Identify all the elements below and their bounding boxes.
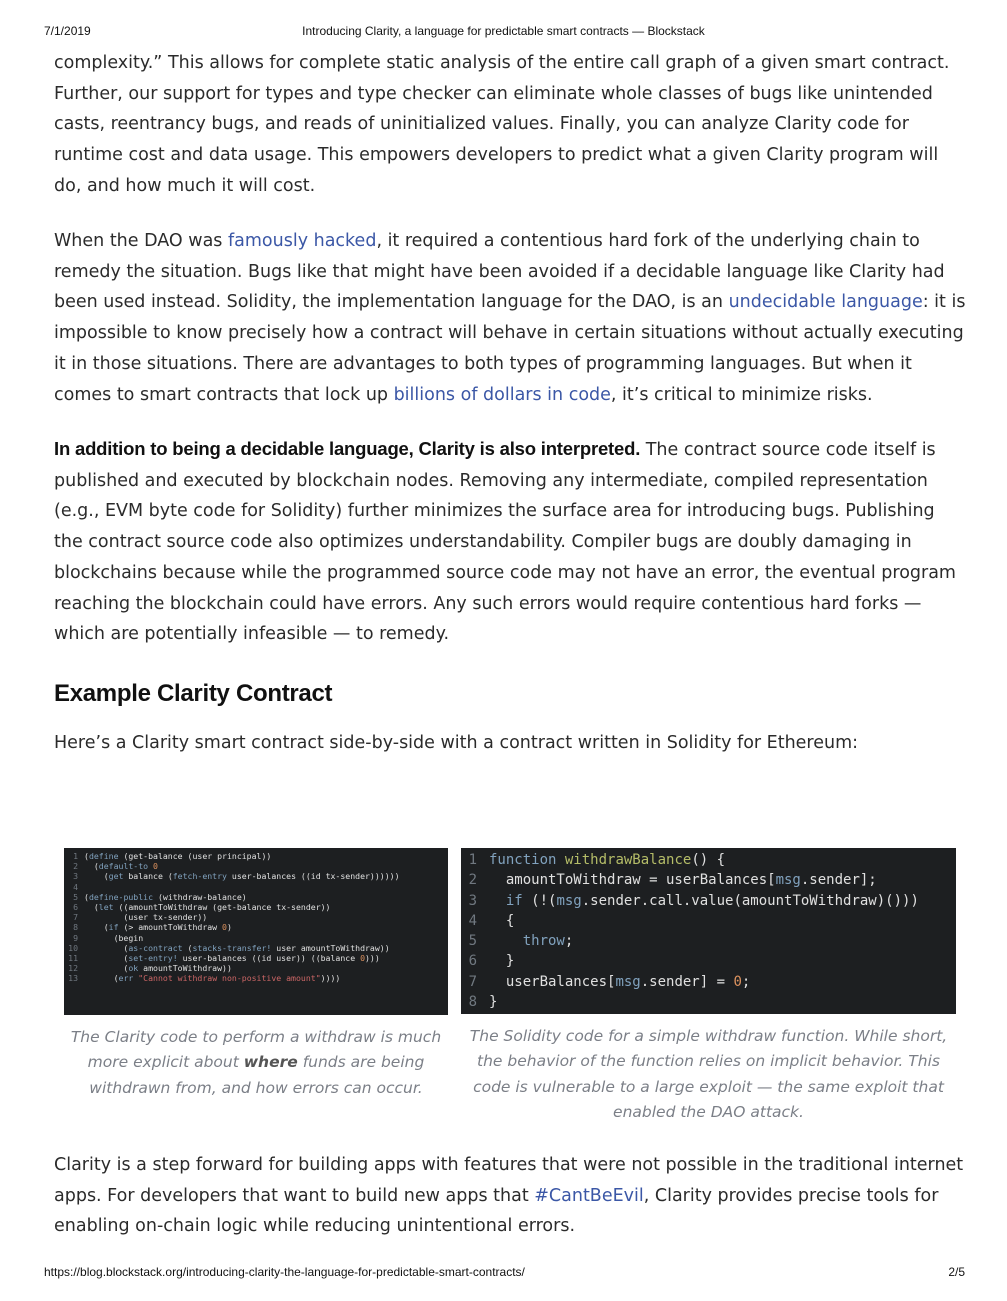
- solidity-code-block: [461, 848, 956, 1014]
- code-line: [64, 973, 448, 983]
- print-header: [0, 24, 1007, 40]
- code-text: (define-public (withdraw-balance): [84, 891, 247, 902]
- code-line: [64, 851, 448, 861]
- code-text: (default-to 0: [84, 861, 158, 872]
- line-number: 4: [468, 912, 477, 929]
- code-line: [64, 963, 448, 973]
- link-cantbeevil[interactable]: #CantBeEvil: [534, 1185, 644, 1206]
- code-text: }: [489, 994, 498, 1011]
- line-number: 2: [73, 861, 78, 872]
- code-text: if (!(msg.sender.call.value(amountToWithdraw)())): [505, 892, 919, 909]
- line-number: 8: [73, 922, 78, 933]
- code-line: [64, 912, 448, 922]
- paragraph-interpreted: In addition to being a decidable language, Clarity is also interpreted. The contract source code itself is published and executed by blockchain nodes. Removing any intermediate, compiled representation (e.g., EVM byte code for Solidity) further minimizes the surface area for introducing bugs. Publishing the contract source code also optimizes understandability. Compiler bugs are doubly damaging in blockchains because while the programmed source code may not have an error, the eventual program reaching the blockchain could have errors. Any such errors would require contentious hard forks — which are potentially infeasible — to remedy.: [54, 438, 956, 645]
- code-line: [461, 891, 956, 911]
- paragraph-conclusion: Clarity is a step forward for building apps with features that were not possible in the traditional internet apps. For developers that want to build new apps that #CantBeEvil, Clarity provides precise tools for enabling on-chain logic while reducing unintentional errors.: [54, 1155, 964, 1237]
- code-line: [461, 972, 956, 992]
- code-line: [64, 953, 448, 963]
- code-line: [64, 871, 448, 881]
- print-title: Introducing Clarity, a language for predictable smart contracts — Blockstack: [302, 24, 705, 38]
- line-number: 3: [73, 871, 78, 882]
- code-line: [461, 870, 956, 890]
- print-footer: [0, 1265, 1007, 1281]
- line-number: 5: [468, 933, 477, 950]
- code-line: [64, 902, 448, 912]
- code-line: [461, 911, 956, 931]
- line-number: 9: [73, 932, 78, 943]
- code-text: (ok amountToWithdraw)): [84, 963, 232, 974]
- code-line: [461, 850, 956, 870]
- link-undecidable-language[interactable]: undecidable language: [728, 292, 923, 313]
- code-text: amountToWithdraw = userBalances[msg.sender];: [489, 872, 877, 889]
- code-text: (get balance (fetch-entry user-balances ((id tx-sender)))))): [84, 871, 400, 882]
- paragraph-static-analysis: complexity.” This allows for complete static analysis of the entire call graph of a given smart contract. Further, our support for types and type checker can eliminate whole classes of bugs like unintended casts, reentrancy bugs, and reads of uninitialized values. Finally, you can analyze Clarity code for runtime cost and data usage. This empowers developers to predict what a given Clarity program will do, and how much it will cost.: [54, 53, 950, 196]
- code-text: }: [489, 953, 515, 970]
- line-number: 12: [68, 963, 78, 974]
- code-text: (err "Cannot withdraw non-positive amount")))): [84, 973, 341, 984]
- code-text: throw;: [522, 933, 574, 950]
- line-number: 8: [468, 994, 477, 1011]
- code-line: [64, 861, 448, 871]
- code-text: (let ((amountToWithdraw (get-balance tx-sender)): [84, 902, 331, 913]
- clarity-code-figure: [64, 848, 448, 1101]
- line-number: 3: [468, 892, 477, 909]
- paragraph-intro-example: Here’s a Clarity smart contract side-by-side with a contract written in Solidity for Ethereum:: [54, 733, 859, 753]
- code-text: userBalances[msg.sender] = 0;: [489, 973, 751, 990]
- code-line: [64, 922, 448, 932]
- code-text: (as-contract (stacks-transfer! user amountToWithdraw)): [84, 942, 390, 953]
- clarity-code-block: [64, 848, 448, 1015]
- code-line: [461, 992, 956, 1012]
- clarity-caption: The Clarity code to perform a withdraw is much more explicit about where funds are being withdrawn from, and how errors can occur.: [70, 1028, 442, 1097]
- code-line: [461, 931, 956, 951]
- code-text: (set-entry! user-balances ((id user)) ((balance 0))): [84, 953, 380, 964]
- code-text: function withdrawBalance() {: [489, 852, 726, 868]
- code-line: [64, 882, 448, 892]
- code-text: (begin: [84, 932, 144, 943]
- code-line: [64, 892, 448, 902]
- solidity-caption: The Solidity code for a simple withdraw function. While short, the behavior of the function relies on implicit behavior. This code is vulnerable to a large exploit — the same exploit that enabled the DAO attack.: [469, 1027, 948, 1121]
- code-line: [64, 933, 448, 943]
- link-famously-hacked[interactable]: famously hacked: [227, 231, 377, 251]
- code-line: [461, 951, 956, 971]
- line-number: 7: [468, 973, 477, 990]
- line-number: 5: [73, 891, 78, 902]
- line-number: 6: [73, 902, 78, 913]
- line-number: 2: [468, 872, 477, 889]
- line-number: 4: [73, 881, 78, 892]
- print-url: https://blog.blockstack.org/introducing-clarity-the-language-for-predictable-smart-contracts/: [44, 1265, 525, 1279]
- solidity-code-figure: [461, 848, 956, 1125]
- line-number: 13: [68, 973, 78, 984]
- paragraph-lead-bold: In addition to being a decidable language, Clarity is also interpreted.: [54, 438, 641, 459]
- code-text: (user tx-sender)): [84, 912, 208, 923]
- line-number: 10: [68, 942, 78, 953]
- paragraph-dao-hack: When the DAO was famously hacked, it required a contentious hard fork of the underlying chain to remedy the situation. Bugs like that might have been avoided if a decidable language like Clarity had been used instead. Solidity, the implementation language for the DAO, is an undecidable language: it is impossible to know precisely how a contract will behave in certain situations without actually executing it in those situations. There are advantages to both types of programming languages. But when it comes to smart contracts that lock up billions of dollars in code, it’s critical to minimize risks.: [54, 231, 966, 405]
- line-number: 7: [73, 912, 78, 923]
- code-text: (if (> amountToWithdraw 0): [84, 922, 232, 933]
- print-page-number: 2/5: [948, 1265, 965, 1279]
- line-number: 6: [468, 953, 477, 970]
- code-text: (define (get-balance (user principal)): [84, 851, 272, 861]
- link-billions-of-dollars[interactable]: billions of dollars in code: [393, 384, 611, 405]
- print-date: 7/1/2019: [44, 24, 91, 38]
- line-number: 1: [468, 852, 477, 868]
- section-heading: Example Clarity Contract: [54, 680, 333, 707]
- code-line: [64, 943, 448, 953]
- code-text: {: [489, 912, 515, 929]
- line-number: 11: [68, 953, 78, 964]
- line-number: 1: [73, 851, 78, 861]
